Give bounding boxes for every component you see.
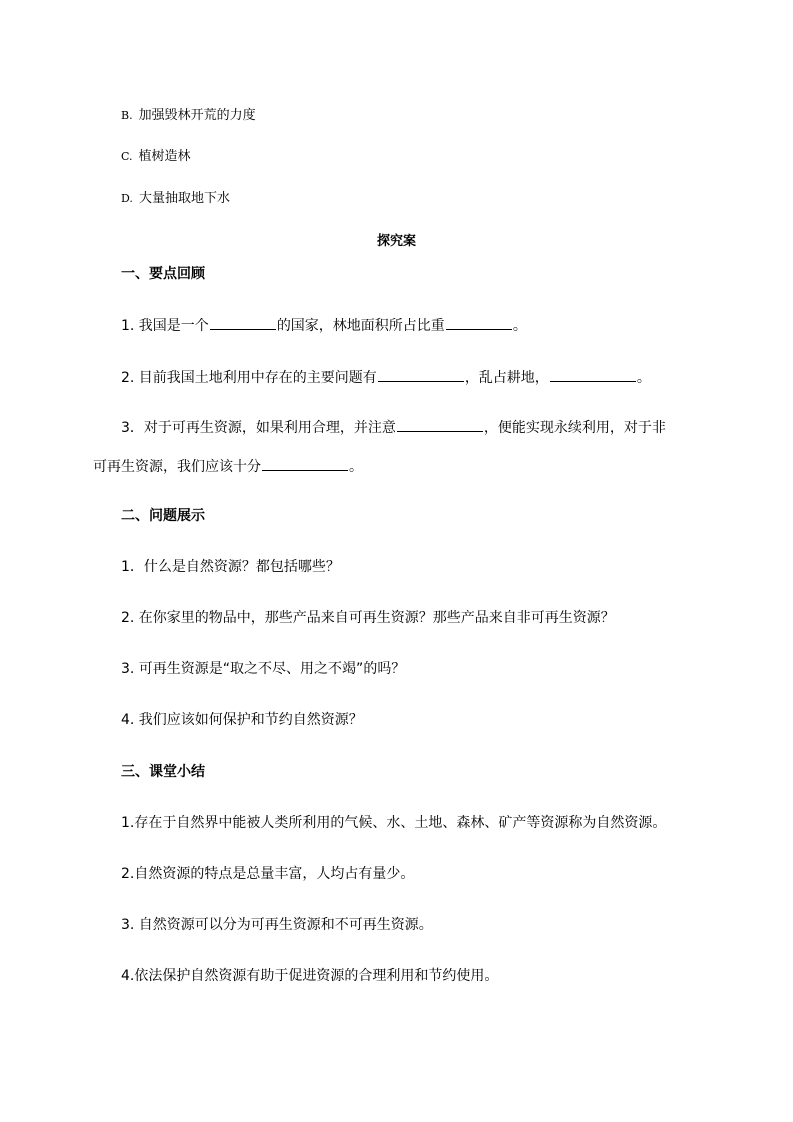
problem-item: 1．什么是自然资源？都包括哪些？ xyxy=(121,559,340,575)
problem-item: 4. 我们应该如何保护和节约自然资源？ xyxy=(121,712,363,728)
q1-mid: 的国家，林地面积所占比重 xyxy=(276,318,445,334)
fill-blank[interactable] xyxy=(262,456,348,471)
option-text: 植树造林 xyxy=(138,149,191,164)
q3-line1-prefix: 3．对于可再生资源，如果利用合理，并注意 xyxy=(121,420,396,436)
q3-line2-prefix: 可再生资源，我们应该十分 xyxy=(93,459,261,475)
option-text: 大量抽取地下水 xyxy=(138,191,230,206)
problem-item: 3. 可再生资源是“取之不尽、用之不竭”的吗？ xyxy=(121,661,406,677)
summary-item: 1.存在于自然界中能被人类所利用的气候、水、土地、森林、矿产等资源称为自然资源。 xyxy=(121,815,667,831)
review-question-3-line2 xyxy=(93,456,363,477)
q1-prefix: 1. 我国是一个 xyxy=(121,318,209,334)
option-letter: C. xyxy=(121,150,133,163)
q3-line1-suffix: ，便能实现永续利用，对于非 xyxy=(483,420,666,436)
fill-blank[interactable] xyxy=(550,367,636,382)
fill-blank[interactable] xyxy=(210,315,276,330)
q2-prefix: 2. 目前我国土地利用中存在的主要问题有 xyxy=(121,370,377,386)
option-d xyxy=(121,189,230,209)
review-question-2 xyxy=(121,367,651,388)
fill-blank[interactable] xyxy=(446,315,512,330)
summary-item: 4.依法保护自然资源有助于促进资源的合理利用和节约使用。 xyxy=(121,968,499,984)
q2-end: 。 xyxy=(636,370,651,386)
summary-item: 2.自然资源的特点是总量丰富，人均占有量少。 xyxy=(121,866,415,882)
option-b xyxy=(121,106,256,126)
section-title: 探究案 xyxy=(376,234,416,249)
q2-mid: ，乱占耕地， xyxy=(464,370,549,386)
fill-blank[interactable] xyxy=(397,417,483,432)
option-letter: D. xyxy=(121,192,133,205)
problem-item: 2. 在你家里的物品中，那些产品来自可再生资源？那些产品来自非可再生资源？ xyxy=(121,610,615,626)
review-question-1 xyxy=(121,315,527,336)
q1-end: 。 xyxy=(512,318,527,334)
review-question-3-line1 xyxy=(121,417,666,438)
problems-heading: 二、问题展示 xyxy=(121,508,205,524)
option-text: 加强毁林开荒的力度 xyxy=(138,108,256,123)
option-letter: B. xyxy=(121,109,133,122)
summary-item: 3. 自然资源可以分为可再生资源和不可再生资源。 xyxy=(121,917,433,933)
review-heading: 一、要点回顾 xyxy=(121,266,205,282)
q3-line2-end: 。 xyxy=(349,459,363,475)
summary-heading: 三、课堂小结 xyxy=(121,764,205,780)
fill-blank[interactable] xyxy=(378,367,464,382)
option-c xyxy=(121,147,191,167)
